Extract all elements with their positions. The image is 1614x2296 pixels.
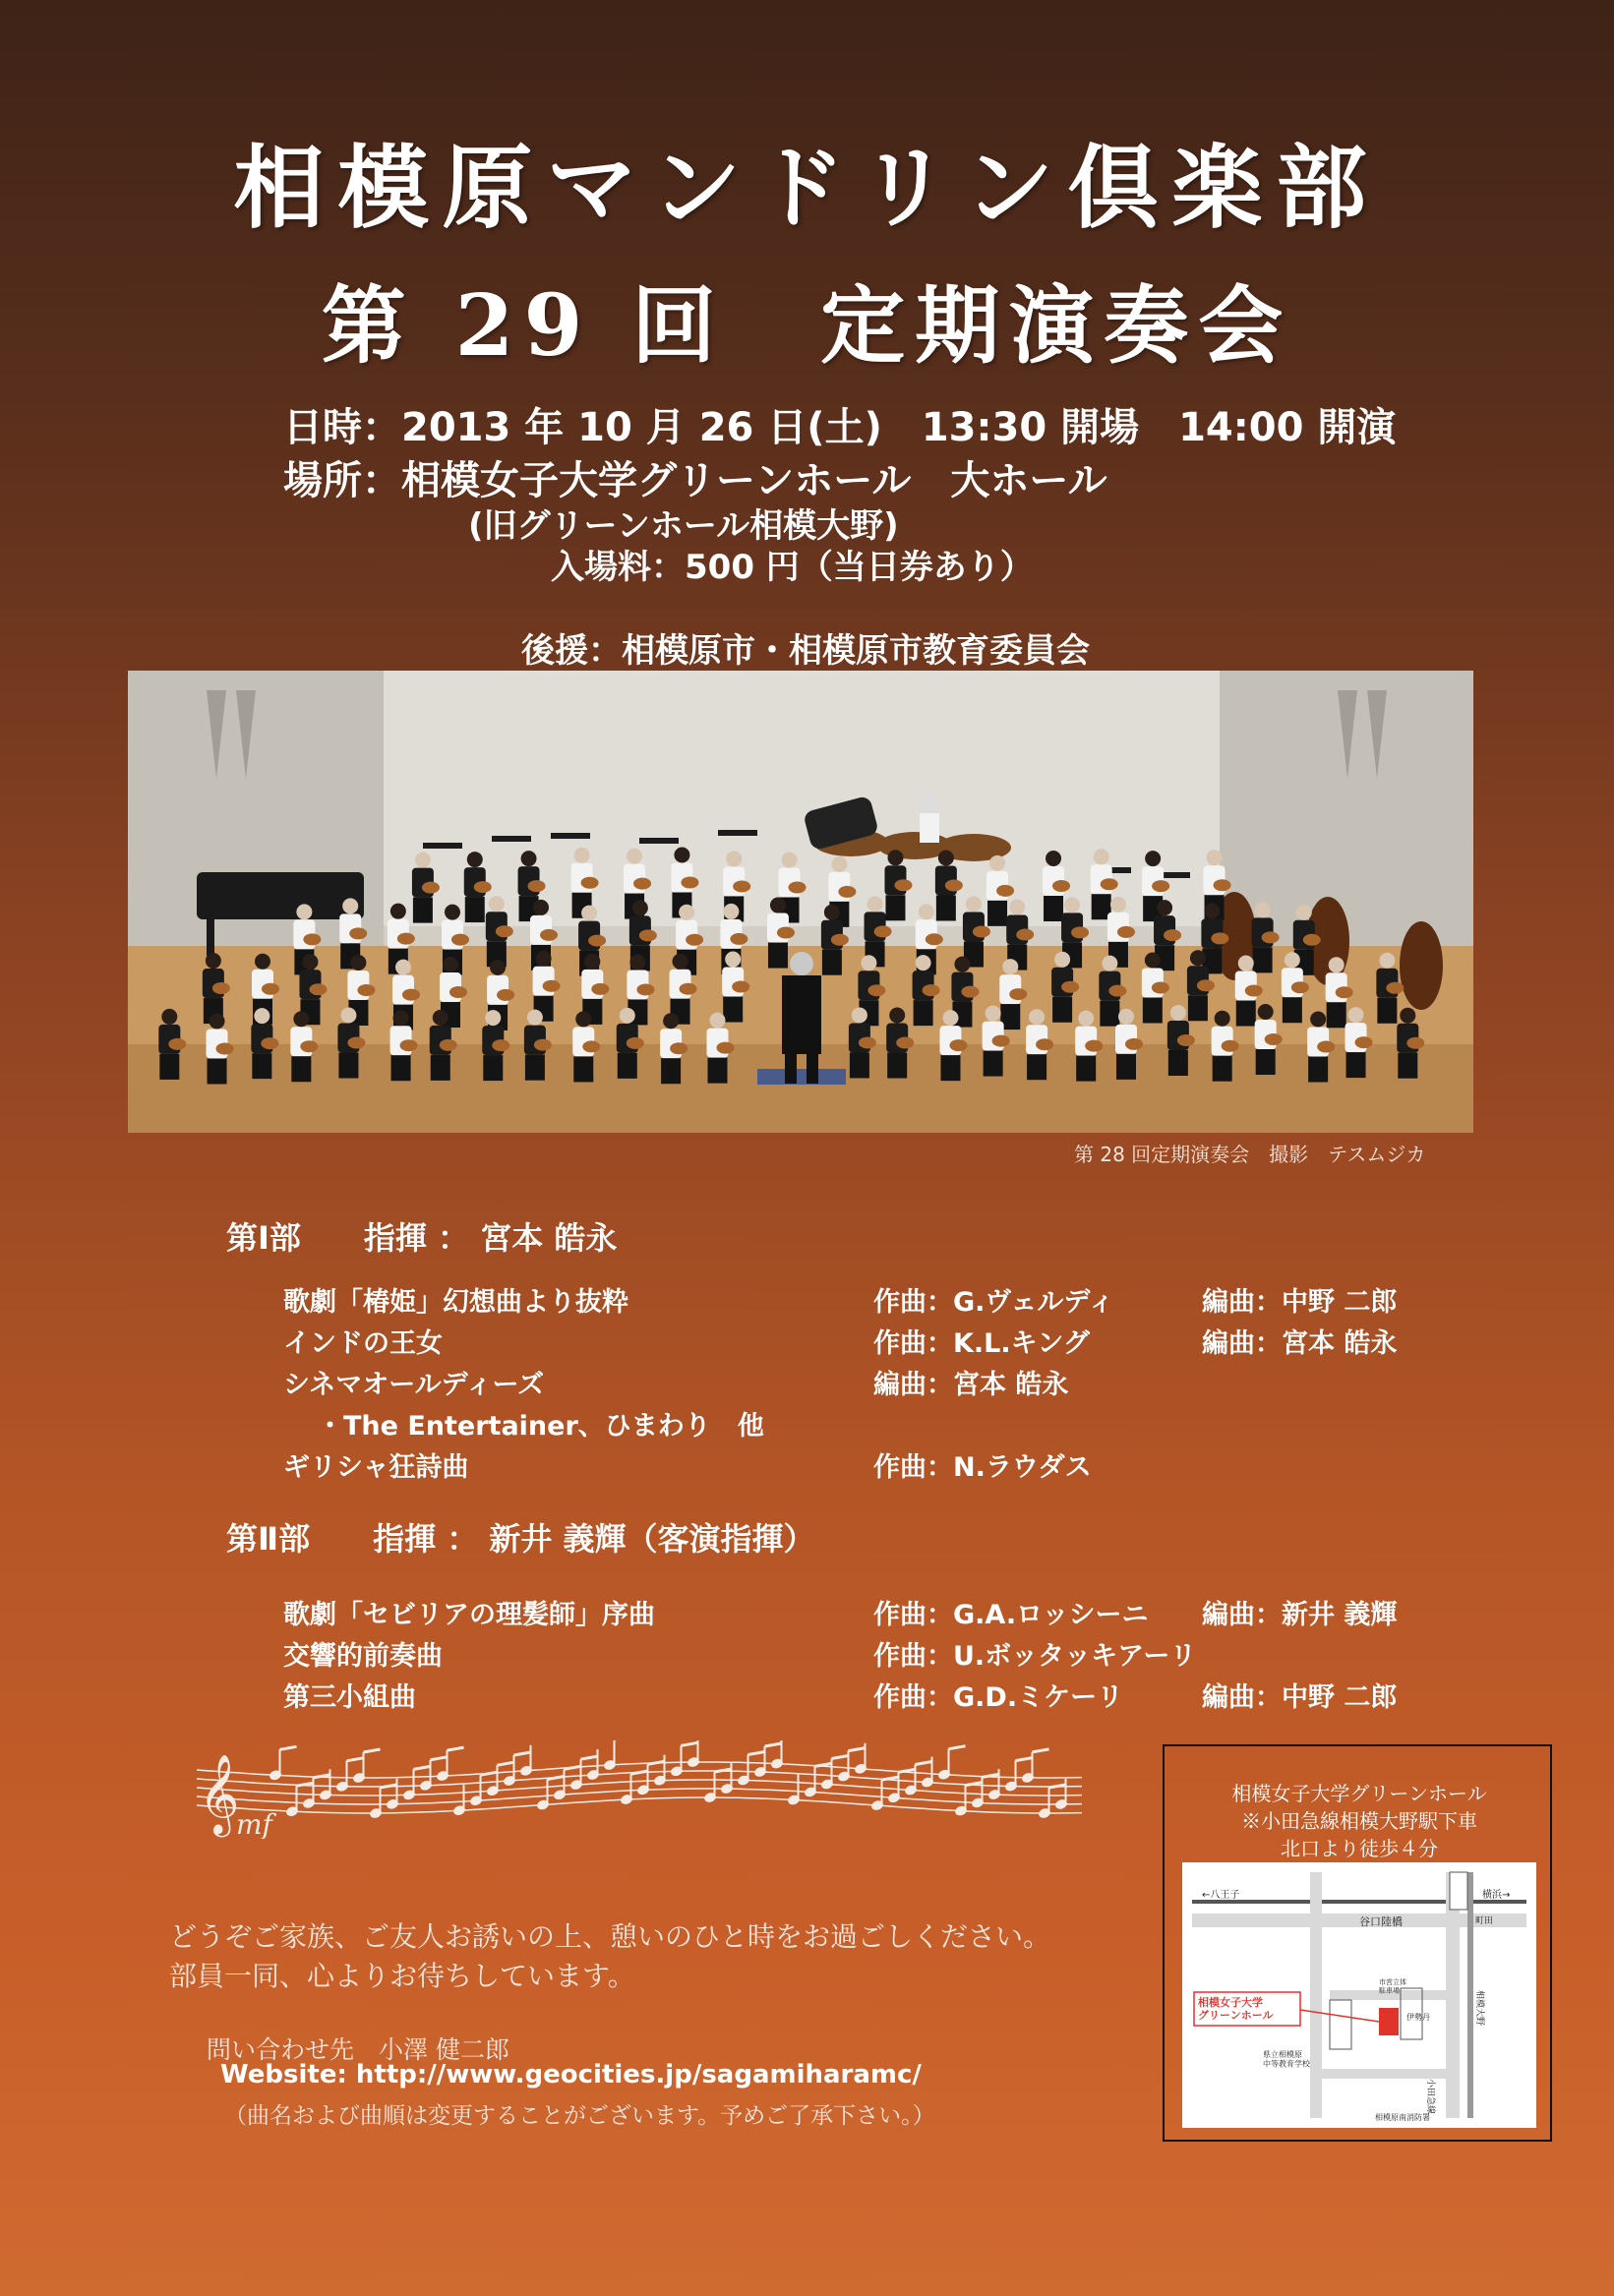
map-label-yatoguchi: 谷口陸橋 [1359,1915,1403,1928]
map-label-odakyu: 小田急線 [1425,2079,1435,2115]
event-support: 後援：相模原市・相模原市教育委員会 [521,631,1090,671]
part2-item-2-composer: 作曲：U.ボッタッキアーリ [873,1641,1197,1672]
part1-item-1-composer: 作曲：G.ヴェルディ [873,1287,1115,1318]
program-change-note: （曲名および曲順は変更することがございます。予めご了承下さい。） [224,2103,935,2129]
hall-marker-icon [1379,2008,1399,2035]
part2-item-1-title: 歌劇「セビリアの理髪師」序曲 [283,1600,655,1630]
event-admission: 入場料：500 円（当日券あり） [551,548,1034,587]
orchestra-photo-illustration [128,671,1473,1133]
map-caption-venue: 相模女子大学グリーンホール [1231,1782,1487,1805]
part1-item-2-composer: 作曲：K.L.キング [873,1328,1090,1359]
venue-map [1182,1862,1536,2128]
event-venue: 場所：相模女子大学グリーンホール 大ホール [283,458,1107,503]
contact-person: 問い合わせ先 小澤 健二郎 [207,2035,509,2064]
part1-item-2-arranger: 編曲：宮本 皓永 [1202,1328,1398,1359]
part1-heading: 第Ⅰ部 指揮 ： 宮本 皓永 [226,1219,618,1257]
invitation-line-1: どうぞご家族、ご友人お誘いの上、憩いのひと時をお過ごしください。 [169,1920,1051,1953]
part2-item-3-composer: 作曲：G.D.ミケーリ [873,1682,1124,1713]
part1-item-4-title: ギリシャ狂詩曲 [283,1452,469,1483]
concert-title: 第 29 回 定期演奏会 [321,276,1293,376]
map-label-fire-station: 相模原南消防署 [1375,2113,1430,2122]
map-label-machida: 町田 [1475,1916,1494,1926]
map-label-parking: 市営立体駐車場 [1379,1978,1406,1995]
map-label-hall: 相模女子大学グリーンホール [1198,1996,1274,2023]
part2-item-1-composer: 作曲：G.A.ロッシーニ [873,1600,1149,1630]
map-label-sagamiono: 相模大野 [1474,1990,1484,2027]
map-caption-station: ※小田急線相模大野駅下車 [1241,1809,1477,1833]
orchestra-photo [128,671,1473,1133]
photo-credit: 第 28 回定期演奏会 撮影 テスムジカ [1074,1143,1426,1166]
treble-clef-icon: 𝄞 [199,1753,240,1834]
part1-item-1-arranger: 編曲：中野 二郎 [1202,1287,1398,1318]
part1-item-4-composer: 作曲：N.ラウダス [873,1452,1092,1483]
part2-item-3-title: 第三小組曲 [283,1682,416,1713]
part2-item-2-title: 交響的前奏曲 [283,1641,443,1672]
part1-item-1-title: 歌劇「椿姫」幻想曲より抜粋 [283,1287,628,1318]
map-label-yokohama: 横浜→ [1482,1890,1511,1901]
invitation-line-2: 部員一同、心よりお待ちしています。 [169,1960,635,1992]
part1-item-3-title: シネマオールディーズ [283,1370,545,1400]
part2-heading: 第Ⅱ部 指揮 ： 新井 義輝（客演指揮） [226,1520,815,1558]
venue-map-illustration [1182,1862,1536,2128]
venue-map-box [1163,1744,1552,2142]
map-label-isetan: 伊勢丹 [1406,2013,1430,2022]
part1-item-3-arranger: 編曲：宮本 皓永 [873,1370,1069,1400]
website-link[interactable]: Website: http://www.geocities.jp/sagamiharamc/ [220,2060,922,2090]
part1-item-2-title: インドの王女 [283,1328,443,1359]
event-datetime: 日時：2013 年 10 月 26 日(土) 13:30 開場 14:00 開演 [283,405,1397,450]
map-label-hachioji: ←八王子 [1202,1890,1240,1901]
map-label-school: 県立相模原中等教育学校 [1263,2050,1310,2069]
part2-item-1-arranger: 編曲：新井 義輝 [1202,1600,1398,1630]
part1-item-3-subtitle: ・The Entertainer、ひまわり 他 [317,1411,764,1442]
music-staff-decoration [197,1740,1087,1839]
map-caption-walk: 北口より徒歩４分 [1281,1837,1438,1860]
club-name: 相模原マンドリン倶楽部 [233,135,1381,241]
event-venue-former: (旧グリーンホール相模大野) [468,506,899,546]
part2-item-3-arranger: 編曲：中野 二郎 [1202,1682,1398,1713]
dynamic-mark-icon: mf [236,1808,272,1839]
